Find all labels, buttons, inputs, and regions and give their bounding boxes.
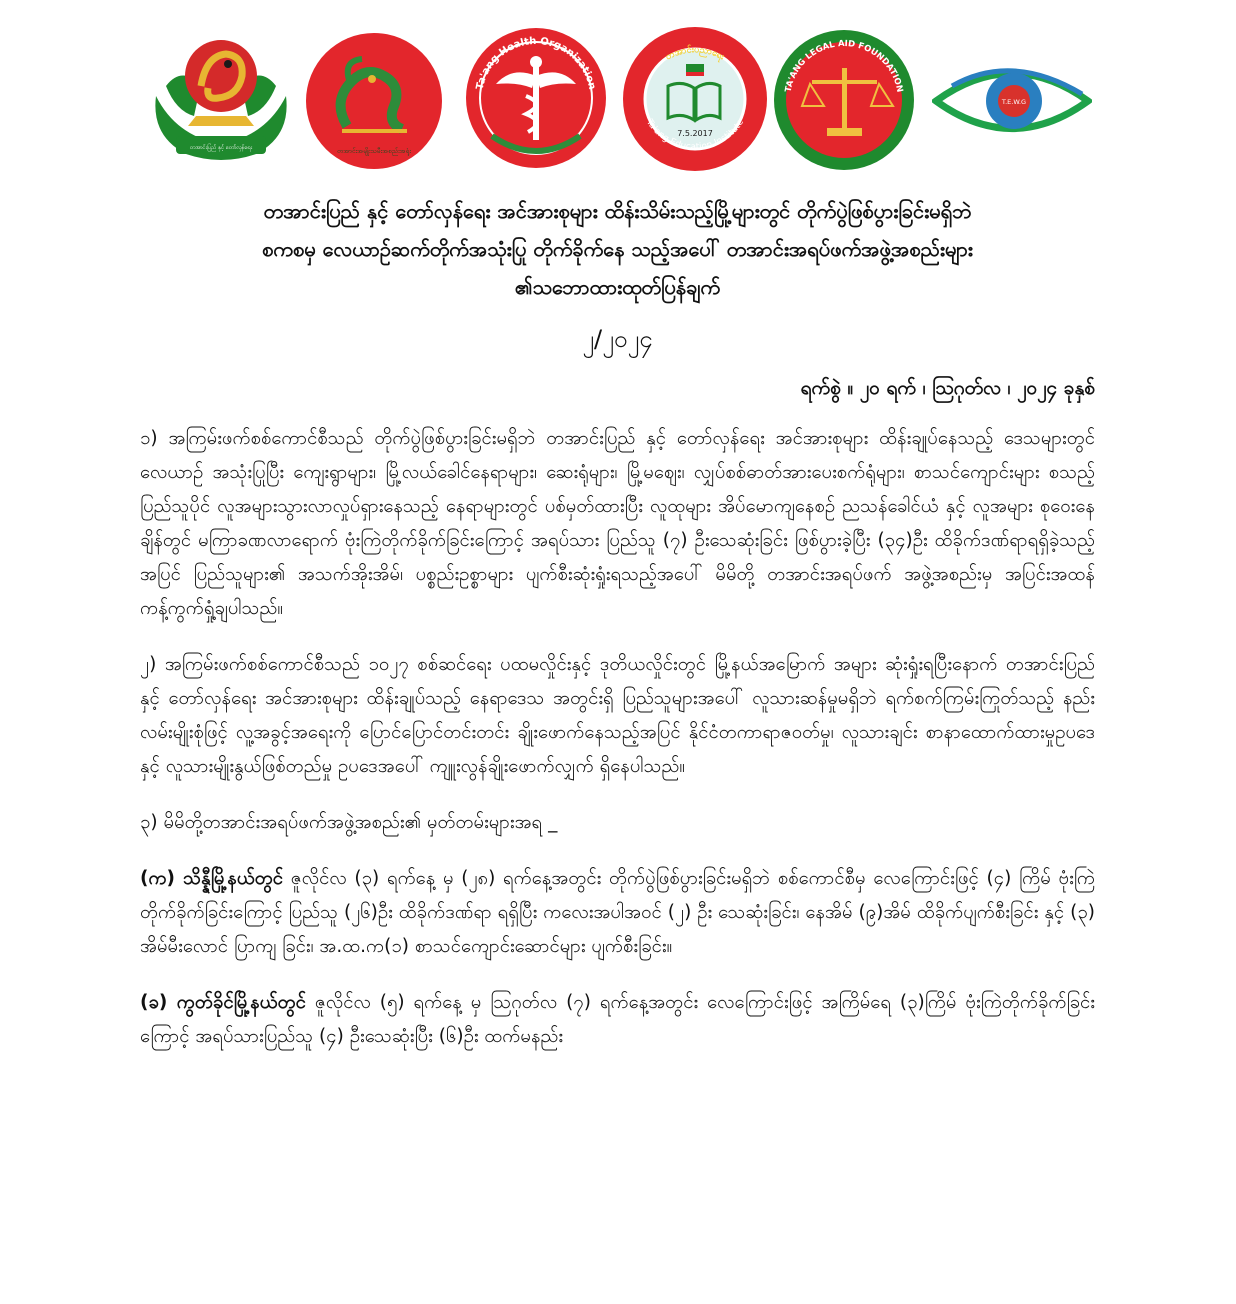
red-circle-dragon-logo <box>302 31 447 171</box>
paragraph-5 <box>140 986 1095 1054</box>
logo-caption: တအာင်းပြည် နှင့် တော်လှန်ရေး <box>189 145 253 151</box>
paragraph-4-text: ဇူလိုင်လ (၃) ရက်နေ့ မှ (၂၈) ရက်နေ့အတွင်း တိုက်ပွဲဖြစ်ပွားခြင်းမရှိဘဲ စစ်ကောင်စီမှ လေကြောင်းဖြင့် (၄) ကြိမ် ဗုံးကြဲတိုက်ခိုက်ခြင်းကြောင့် ပြည်သူ (၂၆)ဦး ထိခိုက်ဒဏ်ရာ ရရှိပြီး ကလေးအပါအဝင် (၂) ဦး သေဆုံးခြင်း၊ နေအိမ် (၉)အိမ် ထိခိုက်ပျက်စီးခြင်း နှင့် (၃) အိမ်မီးလောင် ပြာကျ ခြင်း၊ အ.ထ.က(၁) စာသင်ကျောင်းဆောင်များ ပျက်စီးခြင်း။ <box>140 868 1096 957</box>
title-line-1: တအာင်းပြည် နှင့် တော်လှန်ရေး အင်အားစုများ ထိန်းသိမ်းသည့်မြို့များတွင် တိုက်ပွဲဖြစ်ပွားခြင်းမရှိဘဲ <box>263 199 972 223</box>
logo-iris-text: T.E.W.G <box>1001 98 1027 106</box>
title-line-3: ၏သဘောထားထုတ်ပြန်ချက် <box>514 275 721 299</box>
logo-ring-text: Ta'ang Education Institute <box>643 117 747 153</box>
paragraph-4-lead: (က) သိန္နီမြို့နယ်တွင် <box>140 868 284 889</box>
statement-date: ရက်စွဲ ။ ၂၀ ရက် ၊ ဩဂုတ်လ ၊ ၂၀၂၄ ခုနှစ် <box>800 377 1095 399</box>
statement-title <box>140 192 1095 306</box>
taang-legal-aid-foundation-logo <box>772 28 917 173</box>
paragraph-3: ၃) မိမိတို့တအာင်းအရပ်ဖက်အဖွဲ့အစည်း၏ မှတ်တမ်းများအရ _ <box>140 812 558 833</box>
tarang-health-organization-logo <box>462 26 610 171</box>
title-line-2: စကစမှ လေယာဉ်ဆက်တိုက်အသုံးပြု တိုက်ခိုက်နေ သည့်အပေါ် တအာင်းအရပ်ဖက်အဖွဲ့အစည်းများ <box>262 237 973 261</box>
tarang-education-institute-logo <box>620 24 770 174</box>
paragraph-5-lead: (ခ) ကွတ်ခိုင်မြို့နယ်တွင် <box>140 992 306 1013</box>
paragraph-2: ၂) အကြမ်းဖက်စစ်ကောင်စီသည် ၁၀၂၇ စစ်ဆင်ရေး ပထမလှိုင်းနှင့် ဒုတိယလှိုင်းတွင် မြို့နယ်အမြောက် အများ ဆုံးရှုံးရပြီးနောက် တအာင်းပြည် နှင့် တော်လှန်ရေး အင်အားစုများ ထိန်းချုပ်သည့် နေရာဒေသ အတွင်းရှိ ပြည်သူများအပေါ် လူသားဆန်မှုမရှိဘဲ ရက်စက်ကြမ်းကြုတ်သည့် နည်းလမ်းမျိုးစုံဖြင့် လူ့အခွင့်အရေးကို ပြောင်ပြောင်တင်းတင်း ချိုးဖောက်နေသည့်အပြင် နိုင်ငံတကာရာဇဝတ်မှု၊ လူသားချင်း စာနာထောက်ထားမှုဥပဒေ နှင့် လူသားမျိုးနွယ်ဖြစ်တည်မှု ဥပဒေအပေါ် ကျူးလွန်ချိုးဖောက်လျှက် ရှိနေပါသည်။ <box>140 654 1095 777</box>
logo-ring-text: Ta'ang Health Organization <box>474 35 598 91</box>
paragraph-5-text: ဇူလိုင်လ (၅) ရက်နေ့ မှ ဩဂုတ်လ (၇) ရက်နေ့အတွင်း လေကြောင်းဖြင့် အကြိမ်ရေ (၃)ကြိမ် ဗုံးကြဲတိုက်ခိုက်ခြင်းကြောင့် အရပ်သားပြည်သူ (၄) ဦးသေဆုံးပြီး (၆)ဦး ထက်မနည်း <box>140 992 1095 1047</box>
document-number: ၂/၂၀၂၄ <box>582 325 653 353</box>
paragraph-4 <box>140 862 1095 964</box>
statement-body <box>140 422 1095 1076</box>
dragon-emblem-green-logo <box>146 26 296 171</box>
logo-date-text: 7.5.2017 <box>677 129 713 138</box>
paragraph-1: ၁) အကြမ်းဖက်စစ်ကောင်စီသည် တိုက်ပွဲဖြစ်ပွားခြင်းမရှိဘဲ တအာင်းပြည် နှင့် တော်လှန်ရေး အင်အားစုများ ထိန်းချုပ်နေသည့် ဒေသများတွင် လေယာဉ် အသုံးပြုပြီး ကျေးရွာများ၊ မြို့လယ်ခေါင်နေရာများ၊ ဆေးရုံများ၊ မြို့မဈေး၊ လျှပ်စစ်ဓာတ်အားပေးစက်ရုံများ၊ စာသင်ကျောင်းများ စသည့် ပြည်သူပိုင် လူအများသွားလာလှုပ်ရှားနေသည့် နေရာများတွင် ပစ်မှတ်ထားပြီး လူထုများ အိပ်မောကျနေစဉ် ညသန်ခေါင်ယံ နှင့် လူအများ စုဝေးနေချိန်တွင် မကြာခဏလာရောက် ဗုံးကြဲတိုက်ခိုက်ခြင်းကြောင့် အရပ်သား ပြည်သူ (၇) ဦးသေဆုံးခြင်း ဖြစ်ပွားခဲ့ပြီး (၃၄)ဦး ထိခိုက်ဒဏ်ရာရရှိခဲ့သည့်အပြင် ပြည်သူများ၏ အသက်အိုးအိမ်၊ ပစ္စည်းဥစ္စာများ ပျက်စီးဆုံးရှုံးရသည့်အပေါ် မိမိတို့ တအာင်းအရပ်ဖက် အဖွဲ့အစည်းမှ အပြင်းအထန် ကန့်ကွက်ရှုံ့ချပါသည်။ <box>140 428 1095 619</box>
logo-caption: တအာင်းအမျိုးသမီးအစည်းအရုံး <box>336 147 412 155</box>
logo-ring-text: TA'ANG LEGAL AID FOUNDATION <box>783 38 905 94</box>
logo-row <box>140 26 1100 171</box>
logo-top-text: တအာင်းပညာရေး <box>664 45 726 63</box>
tewg-eye-logo <box>932 56 1092 146</box>
